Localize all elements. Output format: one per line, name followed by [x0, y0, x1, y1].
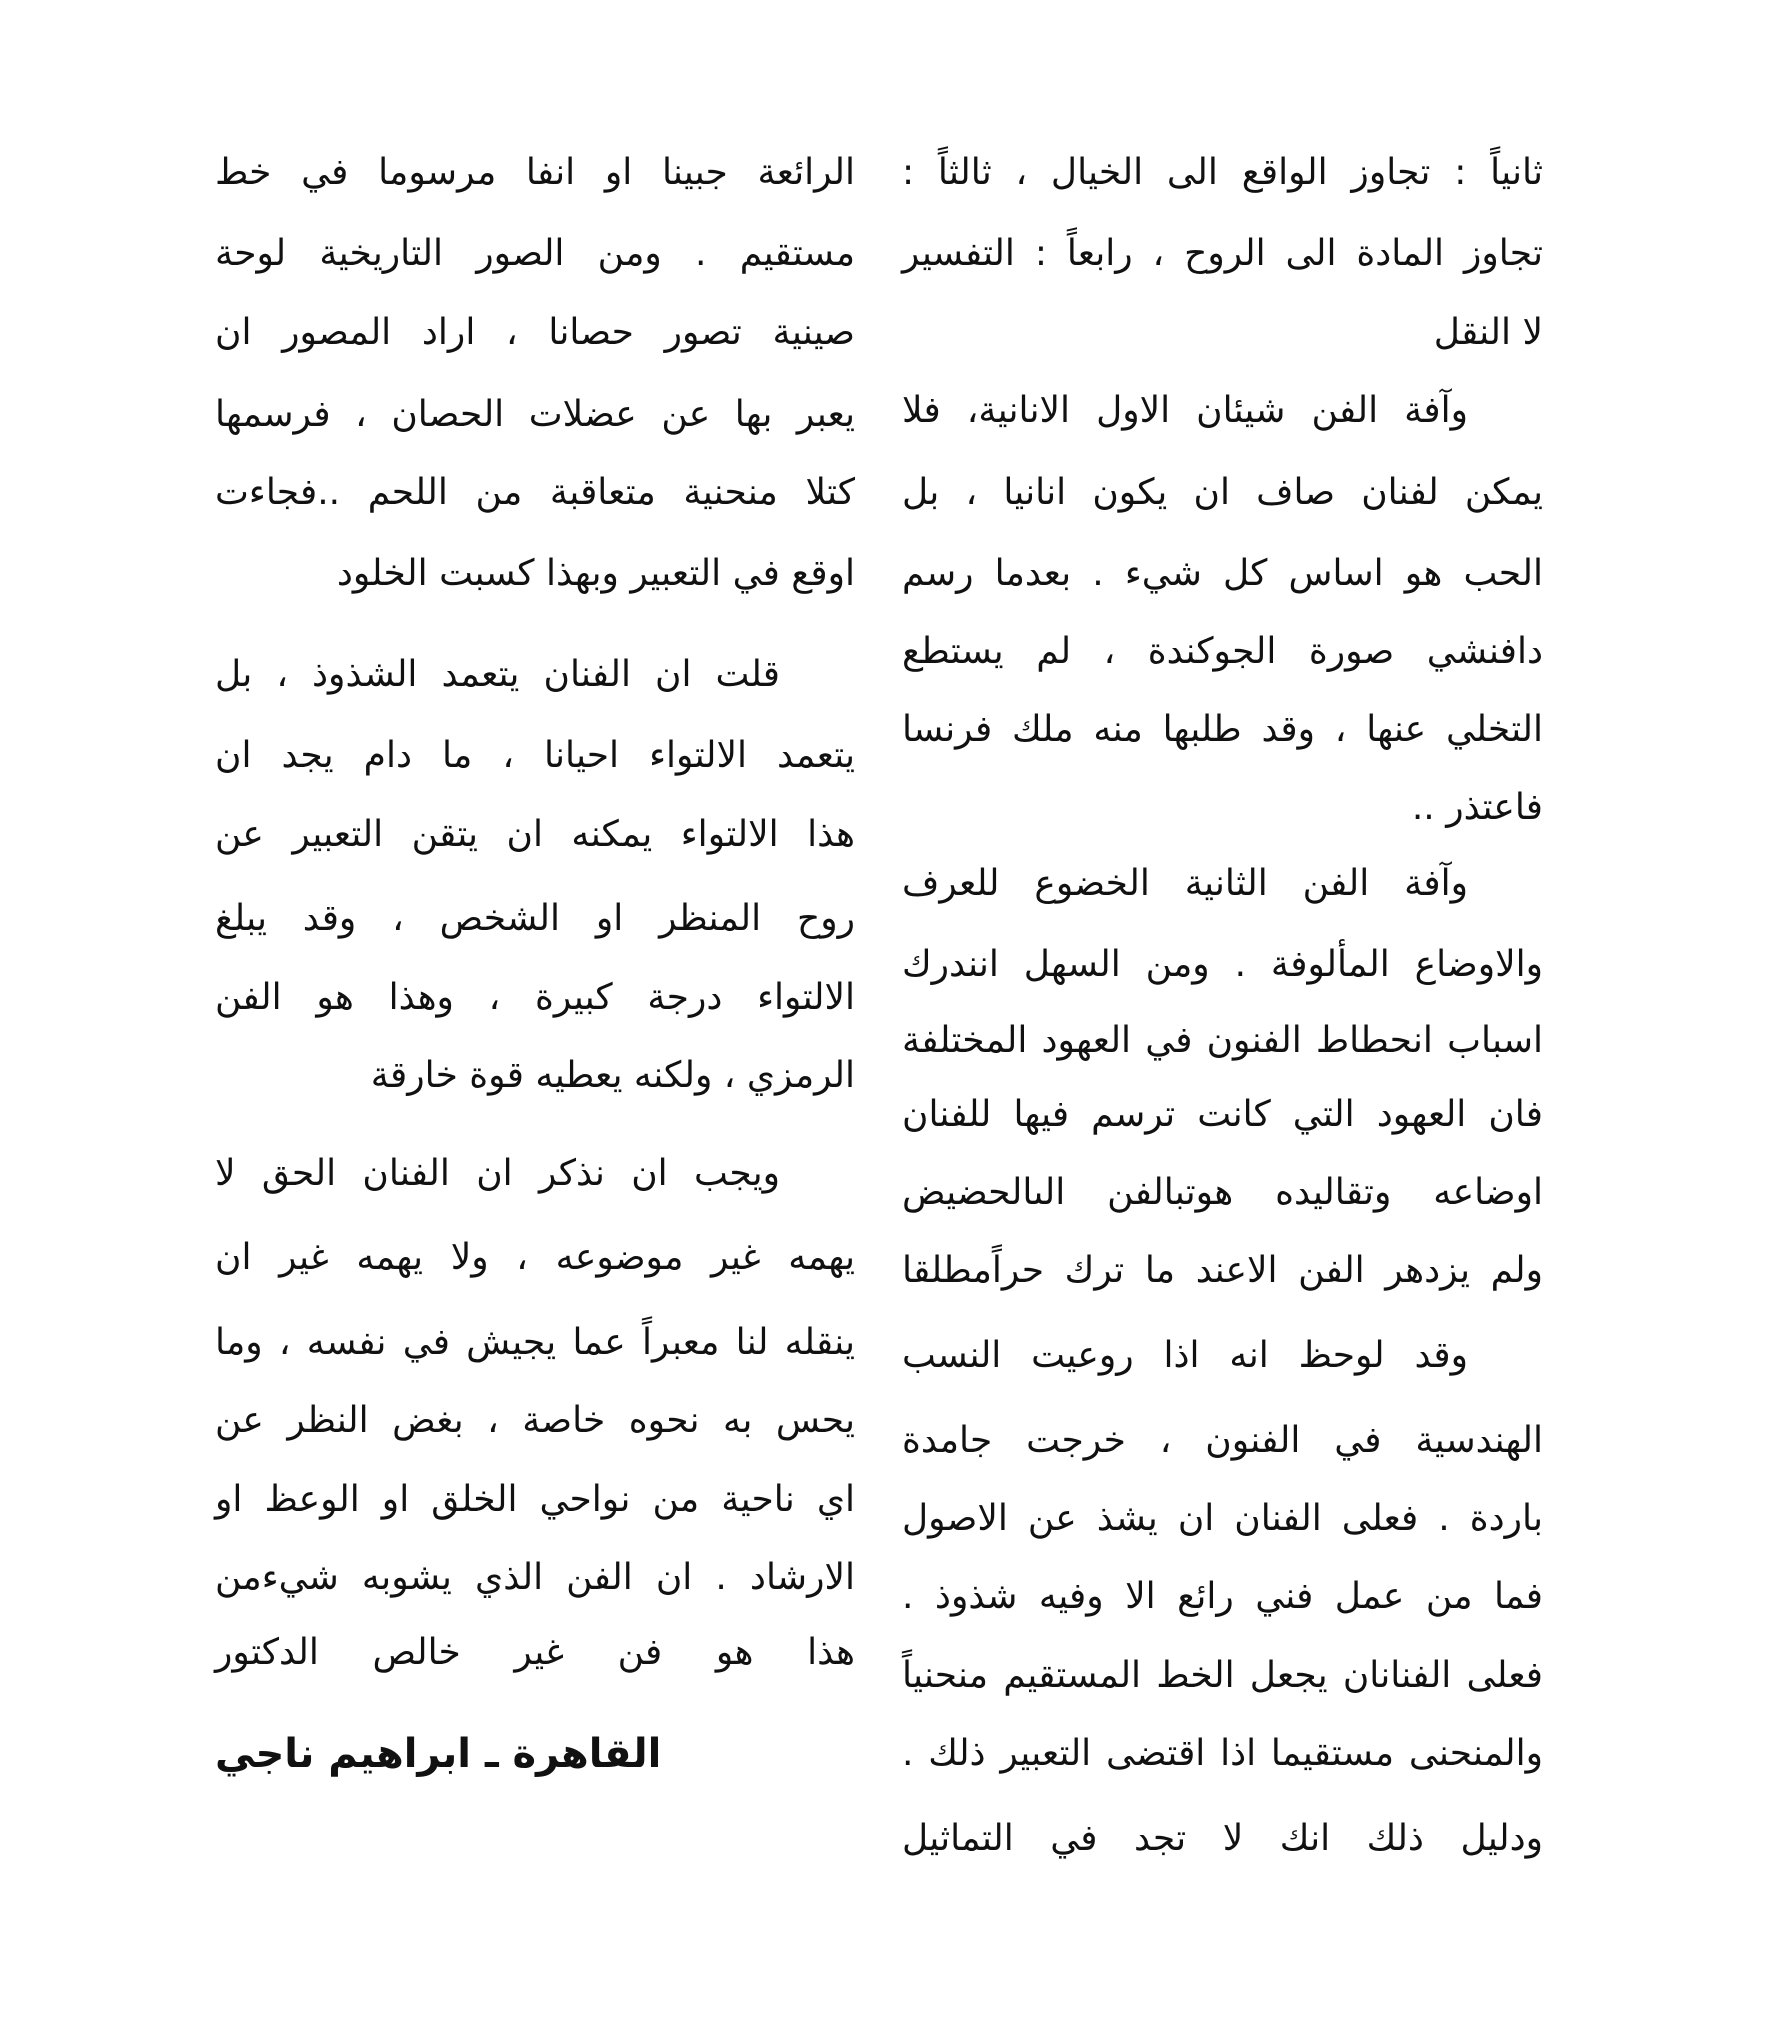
left-column-text-line: اي ناحية من نواحي الخلق او الوعظ او: [215, 1479, 855, 1520]
right-column-text-line: والمنحنى مستقيما اذا اقتضى التعبير ذلك .: [902, 1733, 1543, 1774]
left-column-text-line: يعبر بها عن عضلات الحصان ، فرسمها: [215, 394, 855, 435]
left-column-text-line: هذا الالتواء يمكنه ان يتقن التعبير عن: [215, 814, 855, 855]
right-column-text-line: لا النقل: [1433, 312, 1543, 353]
right-column-text-line: وآفة الفن شيئان الاول الانانية، فلا: [902, 390, 1468, 431]
right-column-text-line: دافنشي صورة الجوكندة ، لم يستطع: [902, 631, 1543, 672]
author-signature: القاهرة ـ ابراهيم ناجي: [215, 1731, 662, 1777]
right-column-text-line: والاوضاع المألوفة . ومن السهل انندرك: [902, 944, 1543, 985]
left-column-text-line: روح المنظر او الشخص ، وقد يبلغ: [215, 898, 855, 939]
left-column-text-line: كتلا منحنية متعاقبة من اللحم ..فجاءت: [215, 472, 855, 513]
right-column-text-line: الهندسية في الفنون ، خرجت جامدة: [902, 1420, 1543, 1461]
right-column-text-line: تجاوز المادة الى الروح ، رابعاً : التفسير: [902, 233, 1543, 274]
left-column-text-line: الارشاد . ان الفن الذي يشوبه شيءمن: [215, 1557, 855, 1598]
left-column-text-line: ينقله لنا معبراً عما يجيش في نفسه ، وما: [215, 1322, 855, 1363]
left-column-text-line: يحس به نحوه خاصة ، بغض النظر عن: [215, 1400, 855, 1441]
right-column-text-line: فاعتذر ..: [1411, 787, 1543, 828]
right-column-text-line: اوضاعه وتقاليده هوتبالفن الىالحضيض: [902, 1172, 1543, 1213]
left-column-text-line: الرائعة جبينا او انفا مرسوما في خط: [215, 152, 855, 193]
left-column-text-line: ويجب ان نذكر ان الفنان الحق لا: [215, 1153, 780, 1194]
left-column-text-line: هذا هو فن غير خالص الدكتور: [215, 1632, 855, 1673]
left-column-text-line: صينية تصور حصانا ، اراد المصور ان: [215, 312, 855, 353]
right-column-text-line: ودليل ذلك انك لا تجد في التماثيل: [902, 1818, 1543, 1859]
left-column-text-line: قلت ان الفنان يتعمد الشذوذ ، بل: [215, 654, 780, 695]
right-column-text-line: الحب هو اساس كل شيء . بعدما رسم: [902, 553, 1543, 594]
right-column-text-line: يمكن لفنان صاف ان يكون انانيا ، بل: [902, 472, 1543, 513]
right-column-text-line: اسباب انحطاط الفنون في العهود المختلفة: [902, 1020, 1543, 1061]
left-column-text-line: اوقع في التعبير وبهذا كسبت الخلود: [336, 553, 855, 594]
right-column-text-line: وآفة الفن الثانية الخضوع للعرف: [902, 863, 1468, 904]
right-column-text-line: ثانياً : تجاوز الواقع الى الخيال ، ثالثاً :: [902, 152, 1543, 193]
right-column-text-line: فما من عمل فني رائع الا وفيه شذوذ .: [902, 1576, 1543, 1617]
right-column-text-line: باردة . فعلى الفنان ان يشذ عن الاصول: [902, 1498, 1543, 1539]
left-column-text-line: يهمه غير موضوعه ، ولا يهمه غير ان: [215, 1237, 855, 1278]
left-column-text-line: مستقيم . ومن الصور التاريخية لوحة: [215, 233, 855, 274]
left-column-text-line: الرمزي ، ولكنه يعطيه قوة خارقة: [370, 1055, 855, 1096]
right-column-text-line: فان العهود التي كانت ترسم فيها للفنان: [902, 1094, 1543, 1135]
left-column-text-line: الالتواء درجة كبيرة ، وهذا هو الفن: [215, 977, 855, 1018]
left-column-text-line: يتعمد الالتواء احيانا ، ما دام يجد ان: [215, 735, 855, 776]
right-column-text-line: فعلى الفنانان يجعل الخط المستقيم منحنياً: [902, 1655, 1543, 1696]
right-column-text-line: ولم يزدهر الفن الاعند ما ترك حراًمطلقا: [902, 1250, 1543, 1291]
right-column-text-line: وقد لوحظ انه اذا روعيت النسب: [902, 1335, 1468, 1376]
right-column-text-line: التخلي عنها ، وقد طلبها منه ملك فرنسا: [902, 709, 1543, 750]
